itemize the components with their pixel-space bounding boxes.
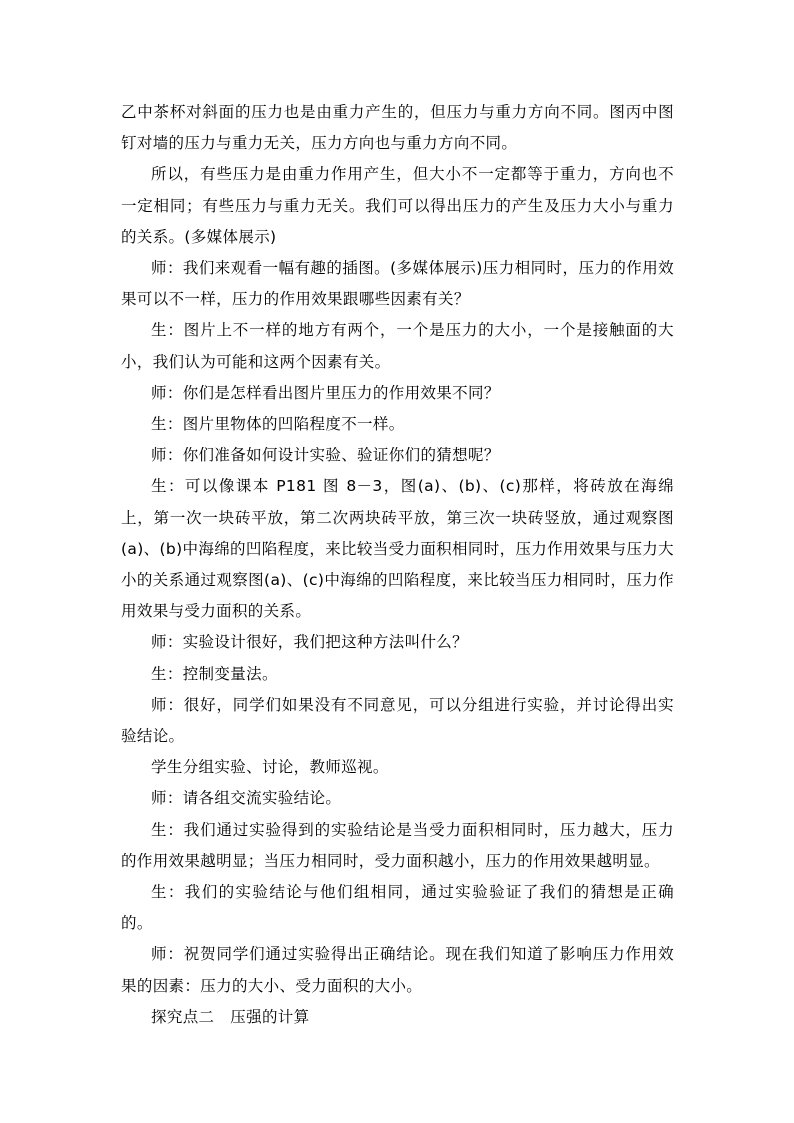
paragraph-2: 师：我们来观看一幅有趣的插图。(多媒体展示)压力相同时，压力的作用效果可以不一样，压力的作用效果跟哪些因素有关？	[121, 259, 674, 309]
section-heading: 探究点二 压强的计算	[151, 1007, 310, 1026]
document-body	[121, 97, 674, 1033]
paragraph-3: 生：图片上不一样的地方有两个，一个是压力的大小，一个是接触面的大小，我们认为可能和这两个因素有关。	[121, 321, 674, 371]
paragraph-10: 师：很好，同学们如果没有不同意见，可以分组进行实验，并讨论得出实验结论。	[121, 695, 674, 746]
paragraph-7: 生：可以像课本 P181 图 8－3，图(a)、(b)、(c)那样，将砖放在海绵上，第一次一块砖平放，第二次两块砖平放，第三次一块砖竖放，通过观察图(a)、(b)中海绵的凹陷程度，来比较当受力面积相同时，压力作用效果与压力大小的关系通过观察图(a)、(c)中海绵的凹陷程度，来比较当压力相同时，压力作用效果与受力面积的关系。	[121, 477, 674, 621]
paragraph-6: 师：你们准备如何设计实验、验证你们的猜想呢？	[151, 446, 500, 465]
paragraph-1: 所以，有些压力是由重力作用产生，但大小不一定都等于重力，方向也不一定相同；有些压力与重力无关。我们可以得出压力的产生及压力大小与重力的关系。(多媒体展示)	[121, 165, 674, 246]
paragraph-9: 生：控制变量法。	[151, 664, 278, 683]
paragraph-0: 乙中茶杯对斜面的压力也是由重力产生的，但压力与重力方向不同。图丙中图钉对墙的压力与重力无关，压力方向也与重力方向不同。	[121, 103, 674, 153]
paragraph-13: 生：我们通过实验得到的实验结论是当受力面积相同时，压力越大，压力的作用效果越明显；当压力相同时，受力面积越小，压力的作用效果越明显。	[121, 820, 674, 870]
paragraph-4: 师：你们是怎样看出图片里压力的作用效果不同？	[151, 383, 500, 402]
paragraph-14: 生：我们的实验结论与他们组相同，通过实验验证了我们的猜想是正确的。	[121, 883, 674, 933]
paragraph-8: 师：实验设计很好，我们把这种方法叫什么？	[151, 633, 469, 652]
paragraph-5: 生：图片里物体的凹陷程度不一样。	[151, 415, 405, 434]
paragraph-12: 师：请各组交流实验结论。	[151, 789, 342, 808]
paragraph-15: 师：祝贺同学们通过实验得出正确结论。现在我们知道了影响压力作用效果的因素：压力的大小、受力面积的大小。	[121, 945, 674, 995]
paragraph-11: 学生分组实验、讨论，教师巡视。	[151, 758, 389, 777]
